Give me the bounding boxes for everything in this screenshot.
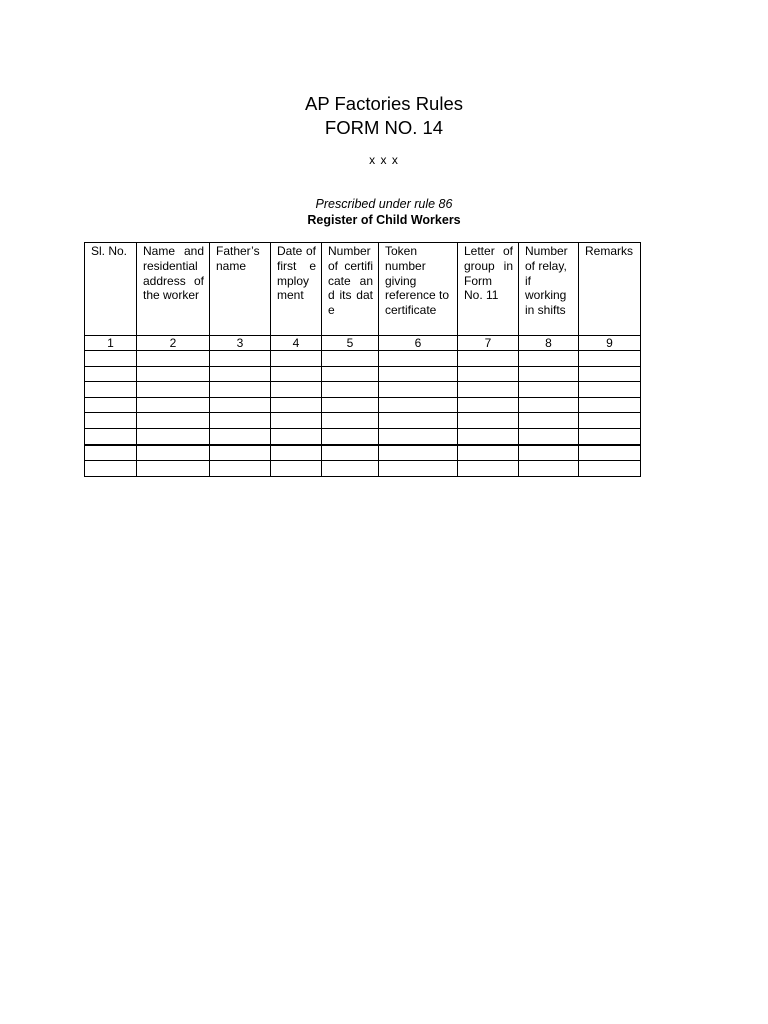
blank-cell: [271, 413, 322, 429]
separator-mark: x x x: [369, 153, 399, 167]
blank-cell: [271, 428, 322, 444]
blank-cell: [579, 382, 641, 398]
blank-cell: [379, 428, 458, 444]
blank-cell: [85, 397, 137, 413]
blank-cell: [137, 382, 210, 398]
blank-table-row: [85, 351, 641, 367]
blank-cell: [85, 428, 137, 444]
blank-table-row: [85, 382, 641, 398]
blank-cell: [137, 351, 210, 367]
blank-cell: [519, 397, 579, 413]
blank-table-row: [85, 413, 641, 429]
blank-cell: [210, 397, 271, 413]
blank-cell: [137, 366, 210, 382]
column-header-date-first-employment: [271, 243, 322, 336]
column-header-certificate-number: [322, 243, 379, 336]
blank-cell: [379, 413, 458, 429]
blank-cell: [519, 366, 579, 382]
blank-cell: [458, 351, 519, 367]
blank-cell: [519, 445, 579, 461]
blank-cell: [210, 428, 271, 444]
column-number: 4: [271, 336, 322, 351]
blank-cell: [210, 461, 271, 477]
blank-cell: [271, 366, 322, 382]
blank-cell: [322, 382, 379, 398]
blank-cell: [137, 397, 210, 413]
column-header-date-first-employment-text: Date of first employment: [277, 244, 316, 303]
blank-cell: [579, 445, 641, 461]
blank-cell: [271, 445, 322, 461]
blank-cell: [579, 351, 641, 367]
blank-cell: [458, 413, 519, 429]
blank-cell: [271, 397, 322, 413]
blank-cell: [458, 428, 519, 444]
blank-cell: [137, 445, 210, 461]
column-number: 8: [519, 336, 579, 351]
blank-cell: [458, 461, 519, 477]
blank-cell: [322, 351, 379, 367]
blank-cell: [458, 397, 519, 413]
column-header-sl-no: Sl. No.: [85, 243, 137, 336]
blank-cell: [519, 351, 579, 367]
prescribed-rule: Prescribed under rule 86: [315, 197, 453, 211]
blank-cell: [271, 461, 322, 477]
blank-cell: [322, 413, 379, 429]
blank-cell: [85, 366, 137, 382]
column-header-remarks: [579, 243, 641, 336]
column-header-fathers-name: Father’s name: [210, 243, 271, 336]
column-number: 6: [379, 336, 458, 351]
column-number-row: [85, 336, 641, 351]
column-header-certificate-number-text: Number of certificate and its date: [328, 244, 373, 318]
blank-cell: [579, 366, 641, 382]
column-number: 2: [137, 336, 210, 351]
blank-cell: [137, 413, 210, 429]
blank-cell: [322, 397, 379, 413]
blank-cell: [85, 382, 137, 398]
child-workers-register-table: [84, 242, 641, 477]
blank-table-row: [85, 461, 641, 477]
register-title: Register of Child Workers: [307, 213, 461, 227]
form-title: AP Factories Rules: [305, 93, 463, 114]
column-header-relay-number: Number of relay, if working in shifts: [519, 243, 579, 336]
blank-cell: [519, 461, 579, 477]
blank-cell: [210, 366, 271, 382]
blank-cell: [210, 413, 271, 429]
column-number: 7: [458, 336, 519, 351]
column-number: 5: [322, 336, 379, 351]
blank-cell: [379, 382, 458, 398]
blank-cell: [458, 445, 519, 461]
column-header-token-number: Token number giving reference to certificate: [379, 243, 458, 336]
blank-cell: [579, 413, 641, 429]
blank-cell: [379, 351, 458, 367]
header-row: [85, 243, 641, 336]
blank-table-row: [85, 445, 641, 461]
blank-cell: [137, 461, 210, 477]
form-number: FORM NO. 14: [324, 117, 444, 138]
blank-cell: [322, 445, 379, 461]
blank-table-row: [85, 366, 641, 382]
column-header-letter-of-group: Letter of group in Form No. 11: [458, 243, 519, 336]
blank-cell: [379, 461, 458, 477]
blank-cell: [85, 461, 137, 477]
blank-cell: [519, 413, 579, 429]
blank-cell: [322, 461, 379, 477]
blank-cell: [271, 351, 322, 367]
blank-cell: [458, 382, 519, 398]
blank-cell: [519, 382, 579, 398]
blank-cell: [458, 366, 519, 382]
blank-cell: [271, 382, 322, 398]
blank-cell: [210, 445, 271, 461]
blank-cell: [379, 366, 458, 382]
blank-cell: [519, 428, 579, 444]
blank-cell: [322, 366, 379, 382]
blank-cell: [379, 397, 458, 413]
blank-table-row: [85, 428, 641, 444]
blank-cell: [579, 397, 641, 413]
blank-cell: [379, 445, 458, 461]
blank-cell: [579, 428, 641, 444]
blank-cell: [579, 461, 641, 477]
blank-cell: [85, 351, 137, 367]
blank-cell: [137, 428, 210, 444]
blank-cell: [85, 445, 137, 461]
column-header-name-address: Name and residential address of the worker: [137, 243, 210, 336]
blank-cell: [85, 413, 137, 429]
blank-table-row: [85, 397, 641, 413]
column-number: 9: [579, 336, 641, 351]
blank-cell: [322, 428, 379, 444]
blank-cell: [210, 382, 271, 398]
column-header-remarks-text: Remarks: [585, 244, 634, 258]
blank-cell: [210, 351, 271, 367]
column-number: 1: [85, 336, 137, 351]
column-number: 3: [210, 336, 271, 351]
